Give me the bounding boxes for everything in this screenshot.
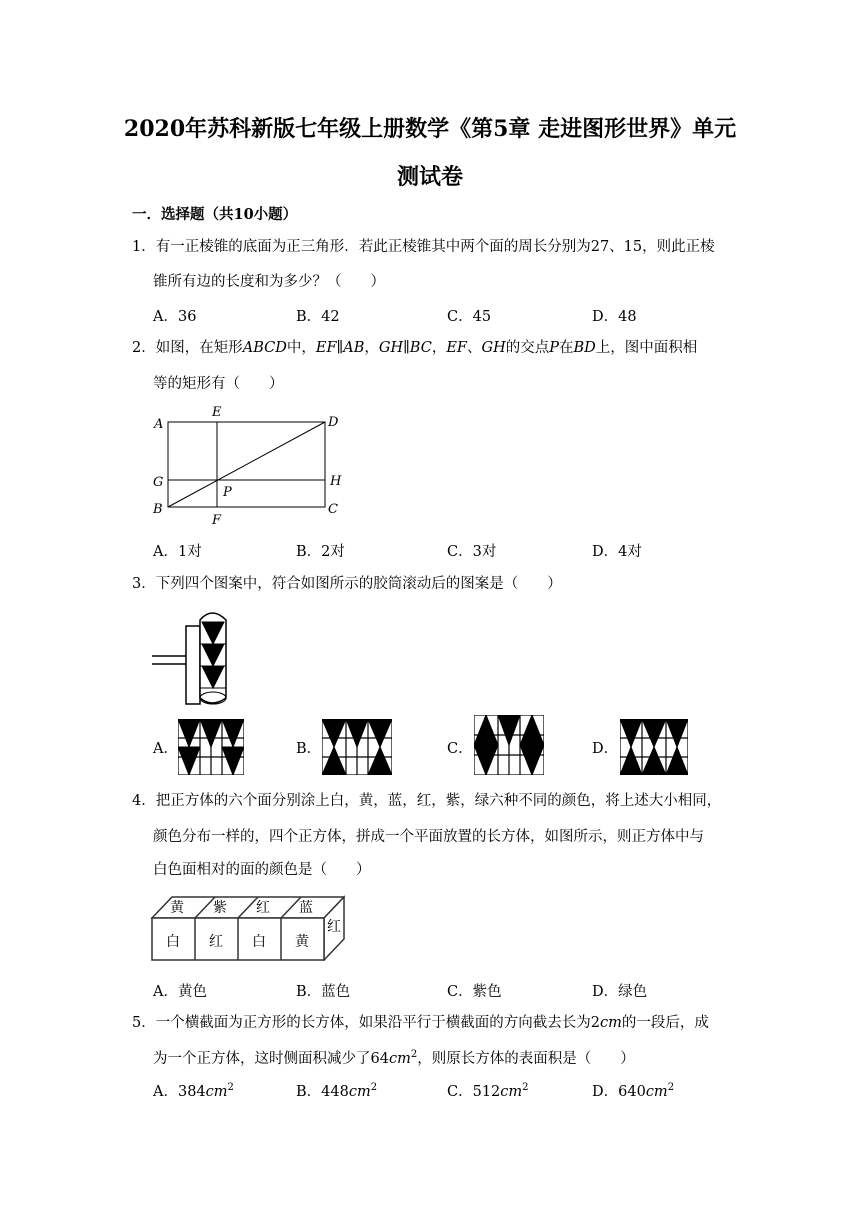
q4-option-a[interactable]: A．黄色 — [153, 984, 207, 1000]
q1-line1: 1．有一正棱锥的底面为正三角形．若此正棱锥其中两个面的周长分别为27、15，则此正棱 — [132, 239, 715, 255]
doc-title-line1: 2020年苏科新版七年级上册数学《第5章 走进图形世界》单元 — [123, 116, 737, 142]
q3-pattern-c — [474, 715, 544, 775]
q3-option-d[interactable]: D． — [592, 741, 619, 757]
q4-line2: 颜色分布一样的，四个正方体，拼成一个平面放置的长方体，如图所示，则正方体中与 — [153, 829, 704, 845]
q2-option-a[interactable]: A．1对 — [153, 544, 202, 560]
label-e: E — [212, 405, 222, 420]
q5-option-c[interactable]: C．$512cm^2$ — [447, 1082, 529, 1100]
q1-option-c[interactable]: C．45 — [447, 309, 492, 325]
q3-pattern-b — [322, 719, 392, 775]
label-c: C — [328, 502, 338, 517]
label-d: D — [328, 415, 339, 430]
q1-option-b[interactable]: B．42 — [296, 309, 340, 325]
q3-pattern-d — [620, 719, 688, 775]
diagonal-bd — [168, 422, 325, 507]
label-a: A — [154, 417, 164, 432]
q3-roller-figure — [150, 604, 240, 708]
label-g: G — [153, 475, 164, 490]
q5-line1: 5．一个横截面为正方形的长方体，如果沿平行于横截面的方向截去长为2cm的一段后，成 — [132, 1015, 709, 1031]
q3-option-b[interactable]: B． — [296, 741, 322, 757]
q2-line1: 2．如图，在矩形ABCD中，EF∥AB，GH∥BC，EF、GH的交点P在BD上，图中面积相 — [132, 340, 698, 356]
cube-front-4: 黄 — [295, 934, 309, 950]
q4-option-c[interactable]: C．紫色 — [447, 984, 502, 1000]
label-p: P — [223, 485, 232, 500]
cube-front-1: 白 — [166, 934, 180, 950]
q4-line3: 白色面相对的面的颜色是（ ） — [153, 862, 371, 878]
label-h: H — [330, 474, 342, 489]
cube-top-2: 紫 — [213, 900, 227, 916]
q3-option-c[interactable]: C． — [447, 741, 473, 757]
q4-option-d[interactable]: D．绿色 — [592, 984, 648, 1000]
q5-option-d[interactable]: D．$640cm^2$ — [592, 1082, 675, 1100]
q4-line1: 4．把正方体的六个面分别涂上白，黄，蓝，红，紫，绿六种不同的颜色，将上述大小相同， — [132, 793, 722, 809]
cube-front-3: 白 — [252, 934, 266, 950]
q2-option-c[interactable]: C．3对 — [447, 544, 497, 560]
q2-option-d[interactable]: D．4对 — [592, 544, 642, 560]
q4-cube-figure — [150, 893, 345, 961]
q5-option-a[interactable]: A．$384cm^2$ — [153, 1082, 234, 1100]
q1-option-d[interactable]: D．48 — [592, 309, 637, 325]
cube-front-2: 红 — [209, 934, 223, 950]
cube-top-4: 蓝 — [299, 900, 313, 916]
q2-option-b[interactable]: B．2对 — [296, 544, 345, 560]
cube-top-1: 黄 — [170, 900, 184, 916]
q3-option-a[interactable]: A． — [153, 741, 178, 757]
section-heading: 一．选择题（共10小题） — [132, 206, 298, 223]
q1-line2: 锥所有边的长度和为多少？（ ） — [153, 274, 385, 290]
q5-line2: 为一个正方体，这时侧面积减少了$64cm^2$，则原长方体的表面积是（ ） — [153, 1049, 635, 1067]
q1-option-a[interactable]: A．36 — [153, 309, 197, 325]
label-f: F — [212, 513, 222, 527]
q3-pattern-a — [178, 719, 244, 775]
doc-title-line2: 测试卷 — [396, 164, 463, 190]
cube-side: 红 — [327, 919, 341, 935]
q4-option-b[interactable]: B．蓝色 — [296, 984, 351, 1000]
q2-line2: 等的矩形有（ ） — [153, 376, 284, 392]
q5-option-b[interactable]: B．$448cm^2$ — [296, 1082, 378, 1100]
cube-top-3: 红 — [256, 900, 270, 916]
q2-rectangle-figure — [148, 402, 348, 527]
q3-line1: 3．下列四个图案中，符合如图所示的胶筒滚动后的图案是（ ） — [132, 576, 562, 592]
label-b: B — [153, 502, 163, 517]
